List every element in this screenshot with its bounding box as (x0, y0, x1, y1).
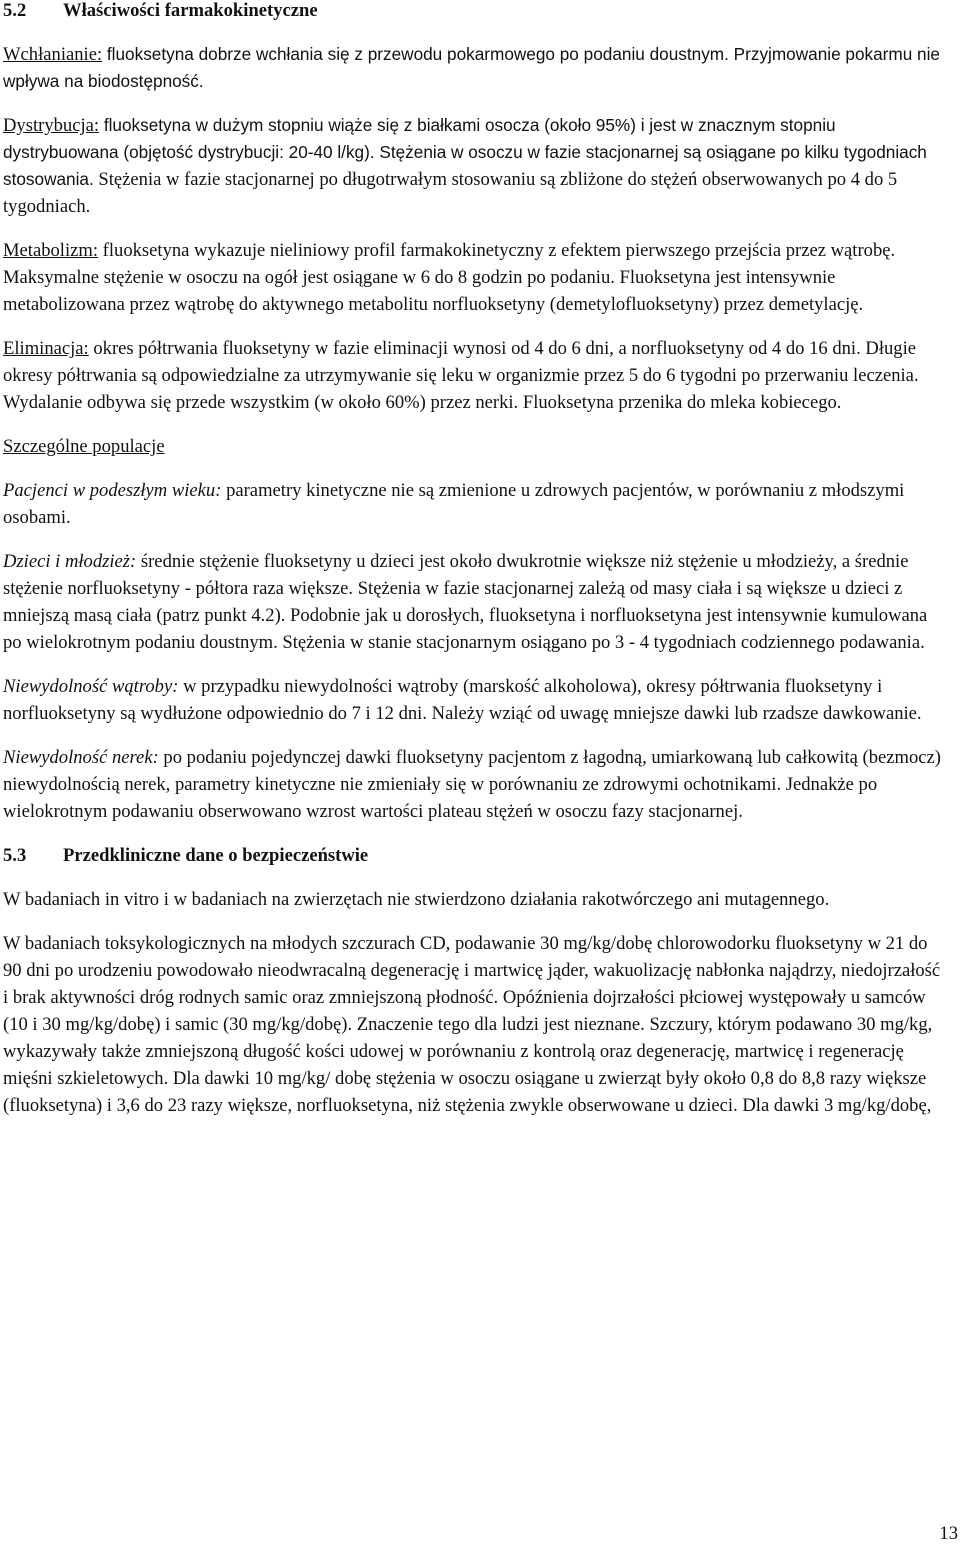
elimination-text: okres półtrwania fluoksetyny w fazie eliminacji wynosi od 4 do 6 dni, a norfluoksetyny od 4 do 16 dni. Długie okresy półtrwania są odpowiedzialne za utrzymywanie się leku w organizmie przez 5 do 6 tygodni po przerwaniu leczenia. Wydalanie odbywa się przede wszystkim (w około 60%) przez nerki. Fluoksetyna przenika do mleka kobiecego. (3, 338, 919, 413)
elderly-text: parametry kinetyczne nie są zmienione u zdrowych pacjentów, w porównaniu z młodszymi osobami. (3, 480, 905, 528)
liver-text: w przypadku niewydolności wątroby (marskość alkoholowa), okresy półtrwania fluoksetyny i norfluoksetyny są wydłużone odpowiednio do 7 i 12 dni. Należy wziąć od uwagę mniejsze dawki lub rzadsze dawkowanie. (3, 676, 922, 724)
kidney-paragraph (3, 744, 949, 825)
document-page (3, 0, 949, 1119)
metabolism-label: Metabolizm: (3, 240, 99, 261)
distribution-text-b: Stężenia w fazie stacjonarnej po długotrwałym stosowaniu są zbliżone do stężeń obserwowanych po 4 do 5 tygodniach. (3, 169, 898, 217)
kidney-text: po podaniu pojedynczej dawki fluoksetyny pacjentom z łagodną, umiarkowaną lub całkowitą (bezmocz) niewydolnością nerek, parametry kinetyczne nie zmieniały się w porównaniu ze zdrowymi ochotnikami. Jednakże po wielokrotnym podawaniu obserwowano wzrost wartości plateau stężeń w osoczu fazy stacjonarnej. (3, 747, 941, 822)
elimination-paragraph (3, 335, 949, 416)
children-label: Dzieci i młodzież: (3, 551, 137, 572)
elderly-label: Pacjenci w podeszłym wieku: (3, 480, 222, 501)
metabolism-text-b: Maksymalne stężenie w osoczu na ogół jest osiągane w 6 do 8 godzin po podaniu. Fluoksetyna jest intensywnie metabolizowana przez wątrobę do aktywnego metabolitu norfluoksetyny (demetylofluoksetyny) przez demetylację. (3, 267, 864, 315)
children-paragraph (3, 548, 949, 656)
distribution-text-a: fluoksetyna w dużym stopniu wiąże się z białkami osocza (około 95%) i jest w znacznym stopniu dystrybuowana (objętość dystrybucji: 20-40 l/kg). Stężenia w osoczu w fazie stacjonarnej są osiągane po kilku tygodniach stosowania. (3, 115, 927, 189)
section-heading-5-3 (3, 842, 949, 869)
section-title: Przedkliniczne dane o bezpieczeństwie (63, 845, 369, 866)
preclinical-paragraph-1: W badaniach in vitro i w badaniach na zwierzętach nie stwierdzono działania rakotwórczego ani mutagennego. (3, 889, 830, 910)
section-heading-5-2 (3, 0, 949, 24)
metabolism-text-a: fluoksetyna wykazuje nieliniowy profil farmakokinetyczny z efektem pierwszego przejścia przez wątrobę. (98, 240, 896, 261)
distribution-label: Dystrybucja: (3, 115, 100, 136)
section-title: Właściwości farmakokinetyczne (63, 0, 318, 21)
absorption-text: fluoksetyna dobrze wchłania się z przewodu pokarmowego po podaniu doustnym. Przyjmowanie pokarmu nie wpływa na biodostępność. (3, 44, 940, 91)
distribution-paragraph (3, 112, 949, 220)
absorption-label: Wchłanianie: (3, 44, 103, 65)
metabolism-paragraph (3, 237, 949, 318)
section-number: 5.2 (3, 0, 27, 21)
absorption-paragraph (3, 41, 949, 95)
liver-label: Niewydolność wątroby: (3, 676, 179, 697)
children-text: średnie stężenie fluoksetyny u dzieci jest około dwukrotnie większe niż stężenie u młodzieży, a średnie stężenie norfluoksetyny - półtora raza większe. Stężenia w fazie stacjonarnej zależą od masy ciała i są większe u dzieci z mniejszą masą ciała (patrz punkt 4.2). Podobnie jak u dorosłych, fluoksetyna i norfluoksetyna jest intensywnie kumulowana po wielokrotnym podaniu doustnym. Stężenia w stanie stacjonarnym osiągano po 3 - 4 tygodniach codziennego podawania. (3, 551, 928, 653)
section-number: 5.3 (3, 845, 27, 866)
elimination-label: Eliminacja: (3, 338, 89, 359)
special-populations-heading: Szczególne populacje (3, 436, 165, 457)
page-number: 13 (939, 1523, 958, 1544)
kidney-label: Niewydolność nerek: (3, 747, 159, 768)
elderly-paragraph (3, 477, 949, 531)
liver-paragraph (3, 673, 949, 727)
preclinical-paragraph-2: W badaniach toksykologicznych na młodych szczurach CD, podawanie 30 mg/kg/dobę chlorowodorku fluoksetyny w 21 do 90 dni po urodzeniu powodowało nieodwracalną degenerację i martwicę jąder, wakuolizację nabłonka najądrzy, niedojrzałość i brak aktywności dróg rodnych samic oraz zmniejszoną płodność. Opóźnienia dojrzałości płciowej występowały u samców (10 i 30 mg/kg/dobę) i samic (30 mg/kg/dobę). Znaczenie tego dla ludzi jest nieznane. Szczury, którym podawano 30 mg/kg, wykazywały także zmniejszoną długość kości udowej w porównaniu z kontrolą oraz degenerację, martwicę i regenerację mięśni szkieletowych. Dla dawki 10 mg/kg/ dobę stężenia w osoczu osiągane u zwierząt były około 0,8 do 8,8 razy większe (fluoksetyna) i 3,6 do 23 razy większe, norfluoksetyna, niż stężenia zwykle obserwowane u dzieci. Dla dawki 3 mg/kg/dobę, (3, 933, 941, 1116)
